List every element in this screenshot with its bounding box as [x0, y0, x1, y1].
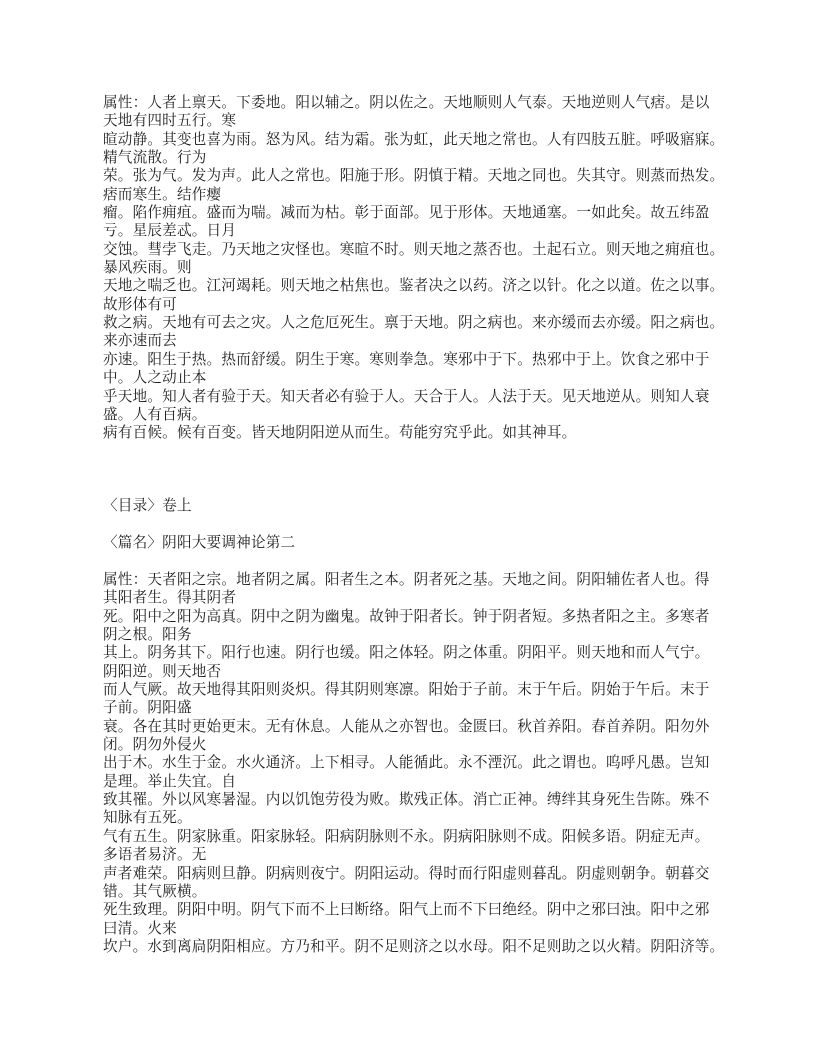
text-line: 致其罹。外以风寒暑湿。内以饥饱劳役为败。欺残正体。消亡正神。缚绊其身死生告陈。殊不: [103, 792, 710, 809]
chapter-title-heading: 〈篇名〉阴阳大要调神论第二: [103, 535, 296, 551]
text-line: 乎天地。知人者有验于天。知天者必有验于人。天合于人。人法于天。见天地逆从。则知人衰: [103, 388, 710, 405]
text-line: 气有五生。阴家脉重。阳家脉轻。阳病阴脉则不永。阴病阳脉则不成。阳候多语。阴症无声。: [103, 828, 710, 845]
text-line: 子前。阴阳盛: [103, 700, 192, 717]
text-line: 错。其气厥横。: [103, 883, 207, 900]
text-line: 闭。阴勿外侵火: [103, 737, 207, 754]
text-line: 死生致理。阴阳中明。阴气下而不上曰断络。阳气上而不下曰绝经。阴中之邪曰浊。阳中之邪: [103, 902, 710, 919]
text-line: 属性：人者上禀天。下委地。阳以辅之。阴以佐之。天地顺则人气泰。天地逆则人气痞。是以: [103, 95, 710, 111]
text-line: 而人气厥。故天地得其阳则炎炽。得其阴则寒凛。阳始于子前。末于午后。阴始于午后。末于: [103, 682, 710, 699]
text-line: 死。阳中之阳为高真。阴中之阴为幽鬼。故钟于阳者长。钟于阴者短。多热者阳之主。多寒者: [103, 608, 710, 625]
text-line: 阴之根。阳务: [103, 627, 192, 644]
text-line: 衰。各在其时更始更末。无有休息。人能从之亦智也。金匮曰。秋首养阳。春首养阴。阳勿外: [103, 718, 710, 735]
text-line: 属性：天者阳之宗。地者阴之属。阳者生之本。阴者死之基。天地之间。阴阳辅佐者人也。得: [103, 572, 710, 588]
body-paragraph-second: [103, 571, 725, 956]
text-line: 中。人之动止本: [103, 370, 207, 387]
text-line: 天地有四时五行。寒: [103, 113, 237, 130]
text-line: 阴阳逆。则天地否: [103, 663, 222, 680]
text-line: 病有百候。候有百变。皆天地阴阳逆从而生。苟能穷究乎此。如其神耳。: [103, 425, 577, 442]
text-line: 盛。人有百病。: [103, 406, 207, 423]
text-line: 亦速。阳生于热。热而舒缓。阴生于寒。寒则拳急。寒邪中于下。热邪中于上。饮食之邪中于: [103, 351, 710, 368]
body-paragraph-first: [103, 94, 725, 443]
text-line: 声者难荣。阳病则旦静。阴病则夜宁。阴阳运动。得时而行阳虚则暮乱。阴虚则朝争。朝暮交: [103, 865, 710, 882]
text-line: 知脉有五死。: [103, 810, 192, 827]
text-line: 暴风疾雨。则: [103, 260, 192, 277]
text-line: 交蚀。彗孛飞走。乃天地之灾怪也。寒暄不时。则天地之蒸否也。土起石立。则天地之痈疽也。: [103, 241, 725, 258]
text-line: 暄动静。其变也喜为雨。怒为风。结为霜。张为虹，此天地之常也。人有四肢五脏。呼吸寤寐。: [103, 131, 725, 148]
text-line: 故形体有可: [103, 296, 177, 313]
text-line: 天地之喘乏也。江河竭耗。则天地之枯焦也。鉴者决之以药。济之以针。化之以道。佐之以事。: [103, 278, 725, 295]
text-line: 痞而寒生。结作瘿: [103, 186, 222, 203]
text-line: 救之病。天地有可去之灾。人之危厄死生。禀于天地。阴之病也。来亦缓而去亦缓。阳之病也。: [103, 315, 725, 332]
text-line: 出于木。水生于金。水火通济。上下相寻。人能循此。永不湮沉。此之谓也。呜呼凡愚。岂知: [103, 755, 710, 772]
text-line: 荣。张为气。发为声。此人之常也。阳施于形。阴慎于精。天地之同也。失其守。则蒸而热发。: [103, 168, 725, 185]
text-line: 是理。举止失宜。自: [103, 773, 237, 790]
text-line: 曰清。火来: [103, 920, 177, 937]
text-line: 其上。阴务其下。阳行也速。阴行也缓。阳之体轻。阴之体重。阴阳平。则天地和而人气宁。: [103, 645, 710, 662]
text-line: 瘤。陷作痈疽。盛而为喘。减而为枯。彰于面部。见于形体。天地通塞。一如此矣。故五纬盈: [103, 205, 710, 222]
text-line: 多语者易济。无: [103, 847, 207, 864]
text-line: 亏。星辰差忒。日月: [103, 223, 237, 240]
text-line: 其阳者生。得其阴者: [103, 590, 237, 607]
toc-heading: 〈目录〉卷上: [103, 498, 192, 514]
text-line: 来亦速而去: [103, 333, 177, 350]
text-line: 坎户。水到离扃阴阳相应。方乃和平。阴不足则济之以水母。阳不足则助之以火精。阴阳济等。: [103, 938, 725, 955]
text-line: 精气流散。行为: [103, 150, 207, 167]
